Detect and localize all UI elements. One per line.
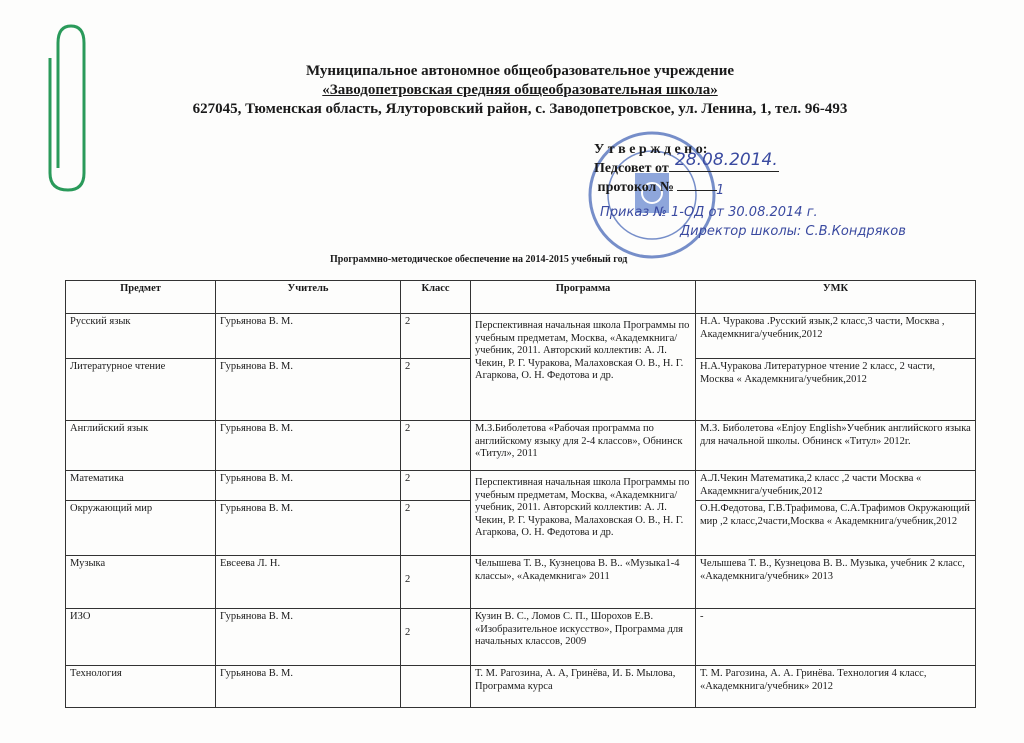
cell-program: Т. М. Рагозина, А. А, Гринёва, И. Б. Мылова, Программа курса — [471, 666, 696, 708]
document-subtitle: Программно-методическое обеспечение на 2014-2015 учебный год — [330, 254, 628, 265]
table-row — [66, 556, 976, 609]
cell-umk: Челышева Т. В., Кузнецова В. В.. Музыка, учебник 2 класс, «Академкнига/учебник» 2013 — [696, 556, 976, 609]
cell-teacher: Гурьянова В. М. — [216, 421, 401, 471]
order-note: Приказ № 1-ОД от 30.08.2014 г. — [600, 205, 818, 220]
table-row — [66, 609, 976, 666]
cell-grade — [401, 666, 471, 708]
cell-grade: 2 — [401, 471, 471, 501]
cell-subject: ИЗО — [66, 609, 216, 666]
table-row — [66, 471, 976, 501]
table-header-row — [66, 281, 976, 314]
approval-title: У т в е р ж д е н о: — [594, 142, 708, 157]
cell-teacher: Гурьянова В. М. — [216, 471, 401, 501]
table-row — [66, 421, 976, 471]
cell-umk: О.Н.Федотова, Г.В.Трафимова, С.А.Трафимов Окружающий мир ,2 класс,2части,Москва « Академкнига/учебник,2012 — [696, 501, 976, 556]
header-umk: УМК — [696, 281, 976, 314]
cell-teacher: Евсеева Л. Н. — [216, 556, 401, 609]
cell-subject: Музыка — [66, 556, 216, 609]
table-row — [66, 666, 976, 708]
director-signature: Директор школы: С.В.Кондряков — [680, 224, 906, 239]
school-name: «Заводопетровская средняя общеобразовательная школа» — [322, 82, 718, 98]
org-name: Муниципальное автономное общеобразовательное учреждение — [305, 63, 735, 79]
cell-grade: 2 — [401, 314, 471, 359]
header-teacher: Учитель — [216, 281, 401, 314]
cell-umk: А.Л.Чекин Математика,2 класс ,2 части Москва « Академкнига/учебник,2012 — [696, 471, 976, 501]
cell-umk: Н.А.Чуракова Литературное чтение 2 класс, 2 части, Москва « Академкнига/учебник,2012 — [696, 359, 976, 421]
cell-subject: Английский язык — [66, 421, 216, 471]
cell-grade: 2 — [401, 421, 471, 471]
header-subject: Предмет — [66, 281, 216, 314]
cell-grade: 2 — [401, 609, 471, 666]
header-program: Программа — [471, 281, 696, 314]
cell-program: М.З.Биболетова «Рабочая программа по английскому языку для 2-4 классов», Обнинск «Титул», 2011 — [471, 421, 696, 471]
cell-subject: Литературное чтение — [66, 359, 216, 421]
protocol-number: 1 — [716, 183, 725, 198]
cell-grade: 2 — [401, 501, 471, 556]
cell-grade: 2 — [401, 359, 471, 421]
cell-teacher: Гурьянова В. М. — [216, 359, 401, 421]
cell-subject: Технология — [66, 666, 216, 708]
protocol-label: протокол № — [597, 180, 674, 195]
cell-subject: Русский язык — [66, 314, 216, 359]
cell-subject: Окружающий мир — [66, 501, 216, 556]
cell-teacher: Гурьянова В. М. — [216, 314, 401, 359]
school-address: 627045, Тюменская область, Ялуторовский район, с. Заводопетровское, ул. Ленина, 1, тел. 96-493 — [192, 101, 848, 117]
cell-umk: - — [696, 609, 976, 666]
cell-teacher: Гурьянова В. М. — [216, 501, 401, 556]
cell-subject: Математика — [66, 471, 216, 501]
cell-grade: 2 — [401, 556, 471, 609]
cell-umk: Н.А. Чуракова .Русский язык,2 класс,3 части, Москва , Академкнига/учебник,2012 — [696, 314, 976, 359]
cell-teacher: Гурьянова В. М. — [216, 666, 401, 708]
cell-umk: Т. М. Рагозина, А. А. Гринёва. Технология 4 класс, «Академкнига/учебник» 2012 — [696, 666, 976, 708]
program-table — [65, 280, 976, 708]
cell-program: Перспективная начальная школа Программы по учебным предметам, Москва, «Академкнига/учебник, 2011. Авторский коллектив: А. Л. Чекин, Р. Г. Чуракова, Малаховская О. В., Н. Г. Агаркова, О. Н. Федотова и др. — [471, 471, 696, 556]
cell-teacher: Гурьянова В. М. — [216, 609, 401, 666]
council-date: 28.08.2014. — [675, 150, 778, 170]
table-row — [66, 314, 976, 359]
council-label: Педсовет от — [594, 161, 669, 176]
cell-program: Челышева Т. В., Кузнецова В. В.. «Музыка1-4 классы», «Академкнига» 2011 — [471, 556, 696, 609]
cell-umk: М.З. Биболетова «Enjoy English»Учебник английского языка для начальной школы. Обнинск «Титул» 2012г. — [696, 421, 976, 471]
cell-program: Перспективная начальная школа Программы по учебным предметам, Москва, «Академкнига/учебник, 2011. Авторский коллектив: А. Л. Чекин, Р. Г. Чуракова, Малаховская О. В., Н. Г. Агаркова, О. Н. Федотова и др. — [471, 314, 696, 421]
cell-program: Кузин В. С., Ломов С. П., Шорохов Е.В. «Изобразительное искусство», Программа для начальных классов, 2009 — [471, 609, 696, 666]
header-grade: Класс — [401, 281, 471, 314]
